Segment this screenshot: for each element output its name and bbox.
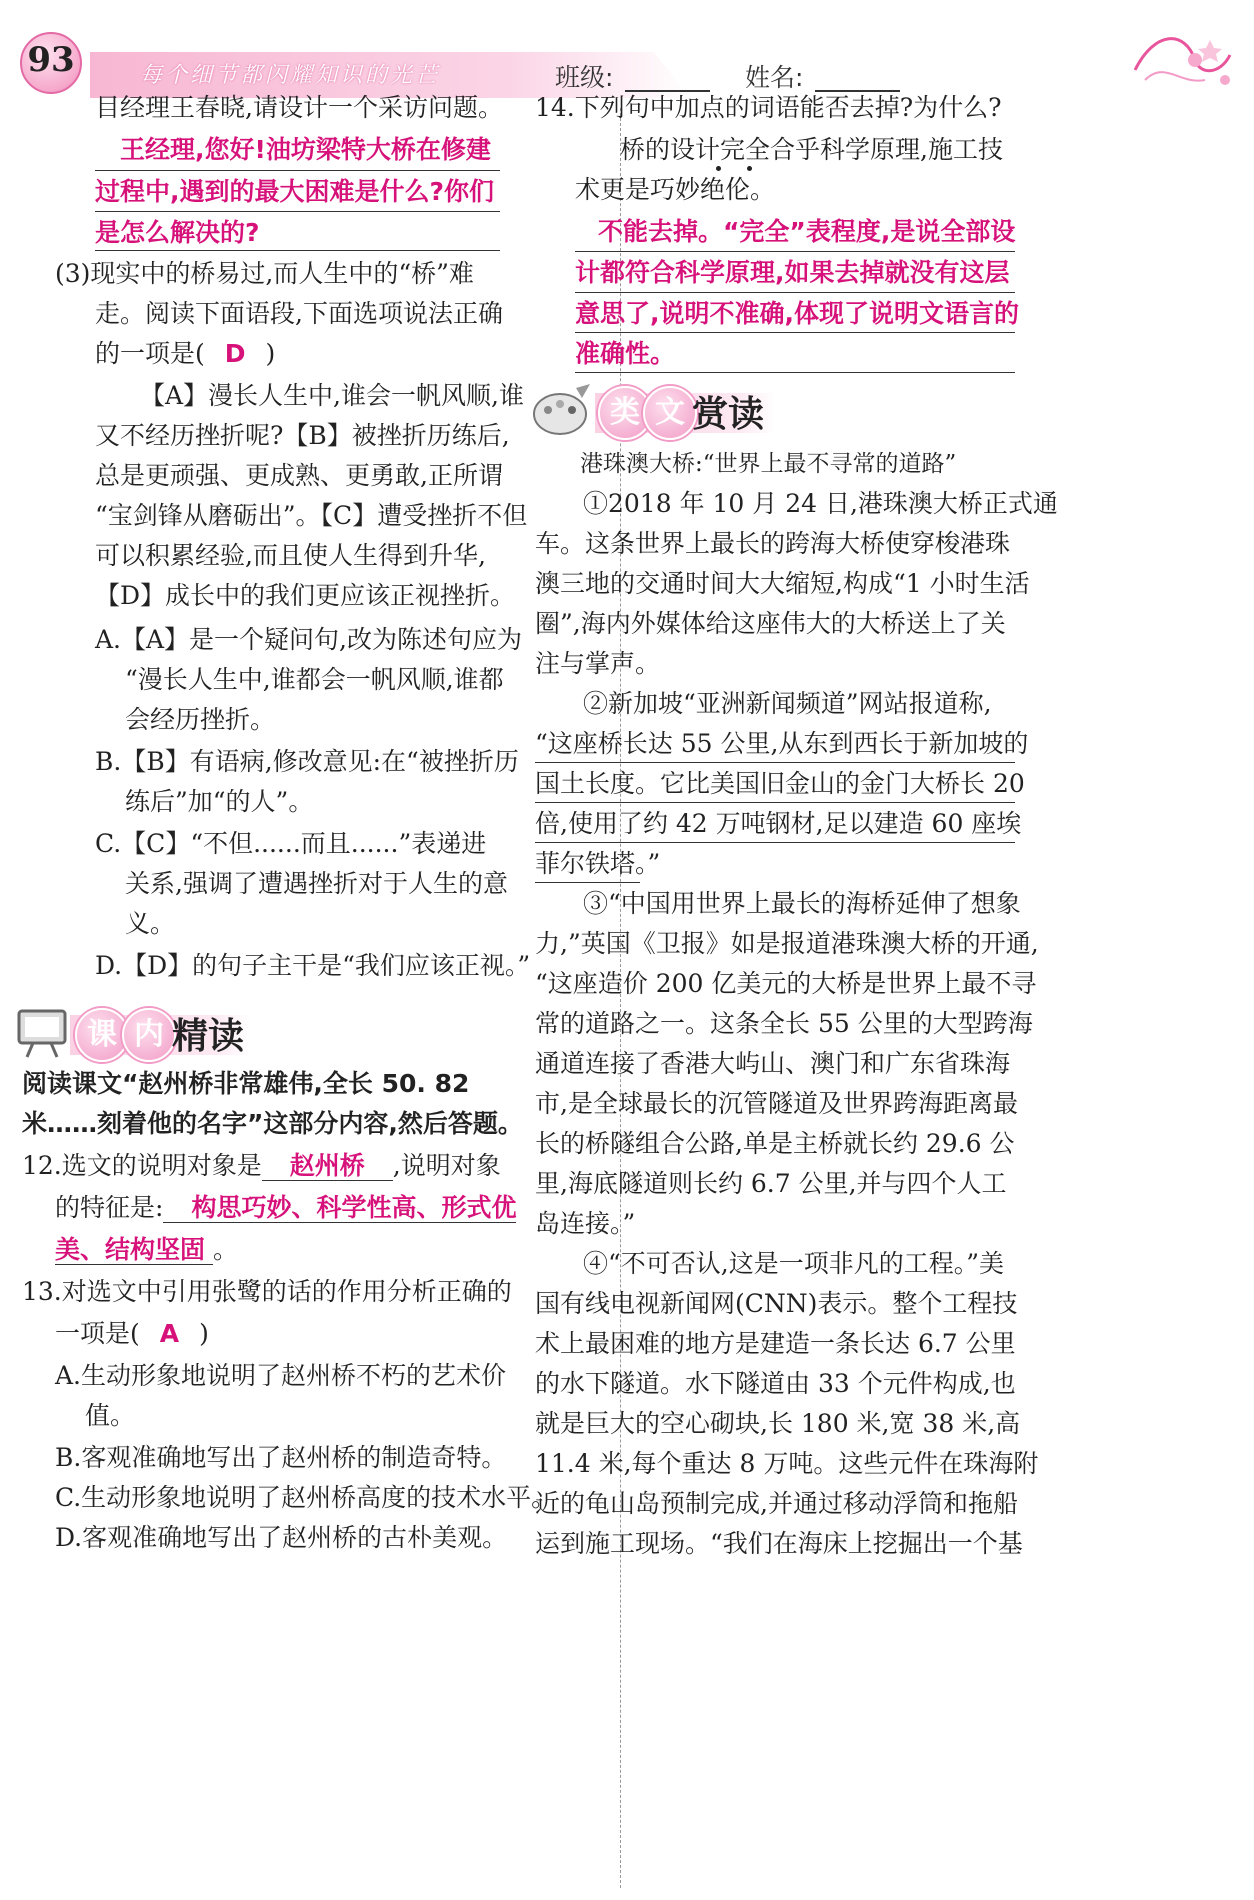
underline bbox=[535, 762, 1015, 763]
article-line: ④“不可否认,这是一项非凡的工程。”美 bbox=[583, 1249, 1005, 1278]
answer-text: 王经理,您好!油坊梁特大桥在修建 bbox=[120, 135, 491, 164]
article-line: 注与掌声。 bbox=[535, 649, 661, 678]
question-12: 美、结构坚固 。 bbox=[55, 1235, 239, 1264]
article-title: 港珠澳大桥:“世界上最不寻常的道路” bbox=[580, 451, 957, 477]
article-line: 运到施工现场。“我们在海床上挖掘出一个基 bbox=[535, 1529, 1023, 1558]
page-number: 93 bbox=[27, 40, 75, 80]
article-line: 圈”,海内外媒体给这座伟大的大桥送上了关 bbox=[535, 609, 1006, 638]
answer-line bbox=[95, 170, 500, 171]
instruction-line: 阅读课文“赵州桥非常雄伟,全长 50. 82 bbox=[22, 1069, 470, 1098]
option-d: D.【D】的句子主干是“我们应该正视。” bbox=[95, 951, 531, 980]
article-line-underlined: 菲尔铁塔。” bbox=[535, 849, 661, 878]
option-b: B.【B】有语病,修改意见:在“被挫折历 bbox=[95, 747, 519, 776]
answer-text: 构思巧妙、科学性高、形式优 bbox=[163, 1193, 516, 1223]
article-line: ①2018 年 10 月 24 日,港珠澳大桥正式通 bbox=[583, 489, 1058, 518]
answer-text: 不能去掉。“完全”表程度,是说全部设 bbox=[598, 217, 1016, 246]
article-line: “这座造价 200 亿美元的大桥是世界上最不寻 bbox=[535, 969, 1037, 998]
option-b: 练后”加“的人”。 bbox=[125, 787, 314, 816]
answer-text: 美、结构坚固 bbox=[55, 1235, 213, 1265]
header-motto: 每个细节都闪耀知识的光芒 bbox=[140, 63, 441, 88]
article-line: 里,海底隧道则长约 6.7 公里,并与四个人工 bbox=[535, 1169, 1007, 1198]
underline bbox=[535, 802, 1015, 803]
article-line: ③“中国用世界上最长的海桥延伸了想象 bbox=[583, 889, 1021, 918]
question-14: 术更是巧妙绝伦。 bbox=[575, 175, 776, 204]
article-line: 11.4 米,每个重达 8 万吨。这些元件在珠海附 bbox=[535, 1449, 1039, 1478]
text-line: 目经理王春晓,请设计一个采访问题。 bbox=[95, 93, 503, 122]
article-line-underlined: 国土长度。它比美国旧金山的金门大桥长 20 bbox=[535, 769, 1025, 798]
question-14: 14.下列句中加点的词语能否去掉?为什么? bbox=[535, 93, 1002, 122]
answer-text: 意思了,说明不准确,体现了说明文语言的 bbox=[575, 299, 1019, 328]
option-a: 值。 bbox=[85, 1401, 136, 1430]
underline bbox=[535, 882, 640, 883]
answer-line bbox=[575, 372, 1015, 373]
article-line: 的水下隧道。水下隧道由 33 个元件构成,也 bbox=[535, 1369, 1016, 1398]
answer-text: 是怎么解决的? bbox=[95, 218, 260, 247]
answer-line bbox=[95, 211, 500, 212]
question-12: 的特征是: 构思巧妙、科学性高、形式优 bbox=[55, 1193, 517, 1222]
article-line: 通道连接了香港大屿山、澳门和广东省珠海 bbox=[535, 1049, 1011, 1078]
article-line: 力,”英国《卫报》如是报道港珠澳大桥的开通, bbox=[535, 929, 1039, 958]
answer-line bbox=[575, 332, 1015, 333]
section-title: 精读 bbox=[172, 1016, 245, 1057]
article-line: 长的桥隧组合公路,单是主桥就长约 29.6 公 bbox=[535, 1129, 1015, 1158]
passage-line: 又不经历挫折呢?【B】被挫折历练后, bbox=[95, 421, 510, 450]
section-char: 类 bbox=[598, 386, 652, 440]
choice-answer: D bbox=[224, 339, 246, 368]
name-label: 姓名: bbox=[745, 63, 804, 92]
option-b: B.客观准确地写出了赵州桥的制造奇特。 bbox=[55, 1443, 507, 1472]
article-line: 近的龟山岛预制完成,并通过移动浮筒和拖船 bbox=[535, 1489, 1018, 1518]
answer-line bbox=[95, 250, 500, 251]
answer-text: 过程中,遇到的最大困难是什么?你们 bbox=[95, 177, 495, 206]
question-text: (3)现实中的桥易过,而人生中的“桥”难 bbox=[55, 259, 474, 288]
option-c: C.【C】“不但......而且......”表递进 bbox=[95, 829, 487, 858]
option-a: “漫长人生中,谁都会一帆风顺,谁都 bbox=[125, 665, 504, 694]
article-line: 就是巨大的空心砌块,长 180 米,宽 38 米,高 bbox=[535, 1409, 1021, 1438]
question-14: 桥的设计完全合乎科学原理,施工技 bbox=[620, 135, 1003, 164]
passage-line: 【A】漫长人生中,谁会一帆风顺,谁 bbox=[140, 381, 524, 410]
option-d: D.客观准确地写出了赵州桥的古朴美观。 bbox=[55, 1523, 508, 1552]
passage-line: 【D】成长中的我们更应该正视挫折。 bbox=[95, 581, 516, 610]
question-text: 走。阅读下面语段,下面选项说法正确 bbox=[95, 299, 503, 328]
section-char: 文 bbox=[643, 386, 697, 440]
instruction-line: 米……刻着他的名字”这部分内容,然后答题。 bbox=[22, 1109, 523, 1138]
passage-line: “宝剑锋从磨砺出”。【C】遭受挫折不但 bbox=[95, 501, 528, 530]
passage-line: 可以积累经验,而且使人生得到升华, bbox=[95, 541, 486, 570]
monitor-icon bbox=[15, 1005, 75, 1060]
section-char: 内 bbox=[122, 1008, 176, 1062]
floral-ornament-icon bbox=[1125, 20, 1240, 100]
answer-line bbox=[575, 251, 1015, 252]
palette-icon bbox=[532, 382, 594, 440]
question-13: 一项是( A ) bbox=[55, 1319, 209, 1348]
option-a: A.生动形象地说明了赵州桥不朽的艺术价 bbox=[55, 1361, 507, 1390]
question-text: 的一项是( D ) bbox=[95, 339, 276, 368]
article-line: 澳三地的交通时间大大缩短,构成“1 小时生活 bbox=[535, 569, 1030, 598]
article-line-underlined: 倍,使用了约 42 万吨钢材,足以建造 60 座埃 bbox=[535, 809, 1022, 838]
article-line: 车。这条世界上最长的跨海大桥使穿梭港珠 bbox=[535, 529, 1011, 558]
article-line: 岛连接。” bbox=[535, 1209, 636, 1238]
option-a: A.【A】是一个疑问句,改为陈述句应为 bbox=[95, 625, 523, 654]
article-line: 常的道路之一。这条全长 55 公里的大型跨海 bbox=[535, 1009, 1033, 1038]
answer-text: 赵州桥 bbox=[262, 1151, 393, 1181]
question-12: 12.选文的说明对象是 赵州桥 ,说明对象 bbox=[22, 1151, 501, 1180]
option-c: C.生动形象地说明了赵州桥高度的技术水平。 bbox=[55, 1483, 557, 1512]
answer-text: 准确性。 bbox=[575, 339, 676, 368]
article-line-underlined: “这座桥长达 55 公里,从东到西长于新加坡的 bbox=[535, 729, 1029, 758]
answer-line bbox=[575, 292, 1015, 293]
question-13: 13.对选文中引用张鹭的话的作用分析正确的 bbox=[22, 1277, 512, 1306]
section-title: 赏读 bbox=[692, 394, 765, 435]
passage-line: 总是更顽强、更成熟、更勇敢,正所谓 bbox=[95, 461, 503, 490]
section-char: 课 bbox=[75, 1008, 129, 1062]
article-line: 市,是全球最长的沉管隧道及世界跨海距离最 bbox=[535, 1089, 1018, 1118]
article-line: ②新加坡“亚洲新闻频道”网站报道称, bbox=[583, 689, 992, 718]
article-line: 术上最困难的地方是建造一条长达 6.7 公里 bbox=[535, 1329, 1016, 1358]
choice-answer: A bbox=[159, 1319, 180, 1348]
underline bbox=[535, 842, 1015, 843]
article-line: 国有线电视新闻网(CNN)表示。整个工程技 bbox=[535, 1289, 1018, 1318]
answer-text: 计都符合科学原理,如果去掉就没有这层 bbox=[575, 258, 1010, 287]
option-a: 会经历挫折。 bbox=[125, 705, 276, 734]
option-c: 关系,强调了遭遇挫折对于人生的意 bbox=[125, 869, 508, 898]
class-label: 班级: bbox=[555, 63, 614, 92]
option-c: 义。 bbox=[125, 909, 176, 938]
